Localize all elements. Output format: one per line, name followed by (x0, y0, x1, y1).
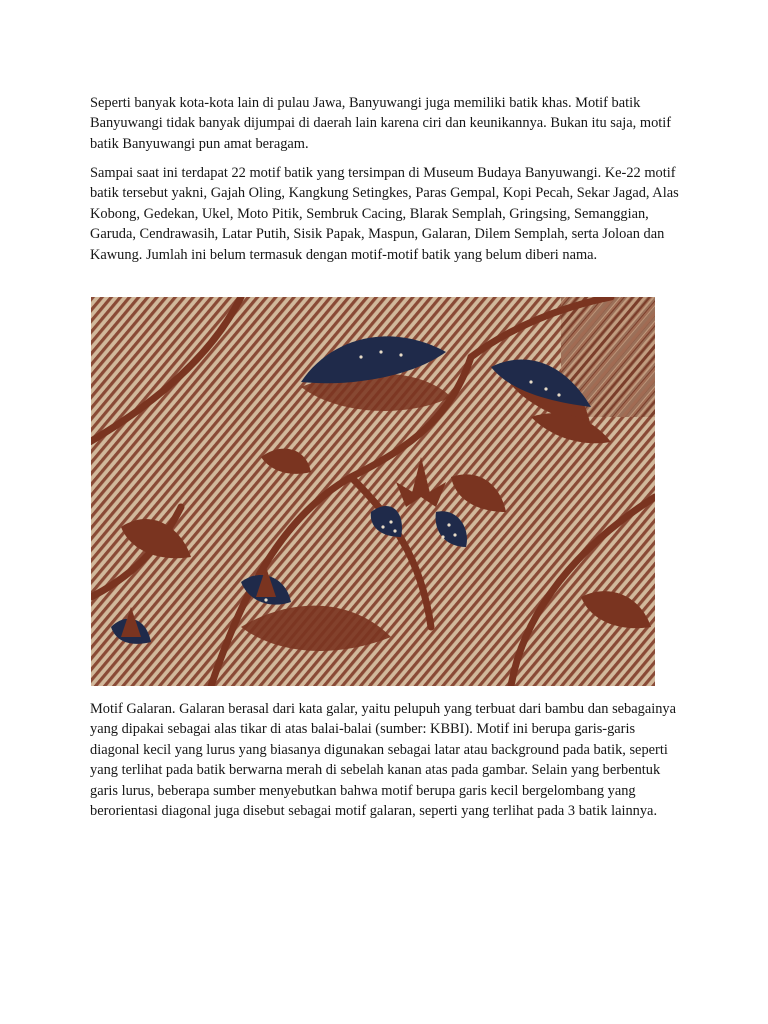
paragraph-galaran: Motif Galaran. Galaran berasal dari kata galar, yaitu pelupuh yang terbuat dari bambu dan sebagainya yang dipakai sebagai alas tikar di atas balai-balai (sumber: KBBI). Motif ini berupa garis-garis diagonal kecil yang lurus yang biasanya digunakan sebagai latar atau background pada batik, seperti yang terlihat pada batik berwarna merah di sebelah kanan atas pada gambar. Selain yang berbentuk garis lurus, beberapa sumber menyebutkan bahwa motif berupa garis kecil bergelombang yang berorientasi diagonal juga disebut sebagai motif galaran, seperti yang terlihat pada 3 batik lainnya. (90, 701, 677, 820)
paragraph-intro: Seperti banyak kota-kota lain di pulau Jawa, Banyuwangi juga memiliki batik khas. Motif batik Banyuwangi tidak banyak dijumpai di daerah lain karena ciri dan keunikannya. Bukan itu saja, motif batik Banyuwangi pun amat beragam. (90, 95, 672, 152)
paragraph-motif-list: Sampai saat ini terdapat 22 motif batik yang tersimpan di Museum Budaya Banyuwangi. Ke-22 motif batik tersebut yakni, Gajah Oling, Kangkung Setingkes, Paras Gempal, Kopi Pecah, Sekar Jagad, Alas Kobong, Gedekan, Ukel, Moto Pitik, Sembruk Cacing, Blarak Semplah, Gringsing, Semanggian, Garuda, Cendrawasih, Latar Putih, Sisik Papak, Maspun, Galaran, Dilem Semplah, serta Joloan dan Kawung. Jumlah ini belum termasuk dengan motif-motif batik yang belum diberi nama. (90, 165, 679, 263)
batik-pattern-illustration (91, 297, 655, 686)
batik-photo (91, 297, 655, 686)
